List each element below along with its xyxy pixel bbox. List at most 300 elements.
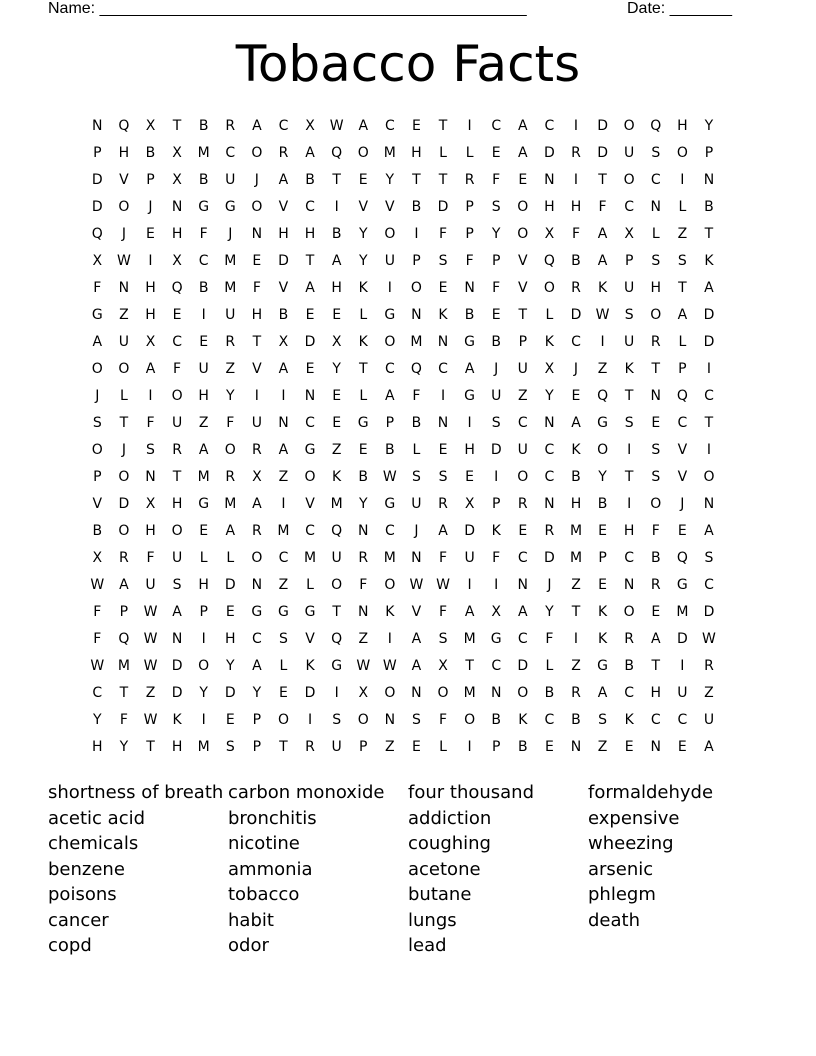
grid-letter[interactable]: N [703,171,715,188]
grid-letter[interactable]: Y [225,387,235,404]
grid-letter[interactable]: F [173,360,182,377]
grid-letter[interactable]: C [704,387,714,404]
grid-letter[interactable]: B [597,495,608,512]
grid-letter[interactable]: F [93,279,102,296]
grid-letter[interactable]: A [704,279,714,296]
grid-letter[interactable]: K [624,360,634,377]
grid-letter[interactable]: A [92,333,103,350]
grid-letter[interactable]: F [199,225,208,242]
grid-letter[interactable]: D [544,144,555,161]
grid-letter[interactable]: C [517,414,528,431]
grid-letter[interactable]: A [119,576,129,593]
grid-letter[interactable]: N [650,387,661,404]
grid-letter[interactable]: O [517,468,529,485]
grid-letter[interactable]: C [491,117,502,134]
grid-letter[interactable]: B [544,684,555,701]
grid-letter[interactable]: A [358,117,369,134]
grid-letter[interactable]: M [197,144,210,161]
grid-letter[interactable]: A [518,144,528,161]
grid-letter[interactable]: I [467,738,472,755]
grid-letter[interactable]: I [201,306,206,323]
grid-letter[interactable]: O [198,657,210,674]
grid-letter[interactable]: F [492,549,501,566]
grid-letter[interactable]: O [251,144,263,161]
grid-letter[interactable]: S [651,441,661,458]
grid-letter[interactable]: S [677,252,687,269]
grid-letter[interactable]: I [201,711,206,728]
grid-letter[interactable]: R [650,333,661,350]
grid-letter[interactable]: X [172,252,182,269]
grid-letter[interactable]: A [385,387,395,404]
grid-letter[interactable]: O [623,603,635,620]
grid-letter[interactable]: S [438,252,448,269]
grid-letter[interactable]: S [598,711,608,728]
grid-letter[interactable]: M [383,144,396,161]
grid-letter[interactable]: D [171,657,183,674]
grid-letter[interactable]: H [544,198,555,215]
grid-letter[interactable]: B [198,117,209,134]
grid-letter[interactable]: C [704,576,714,593]
grid-letter[interactable]: U [517,360,528,377]
grid-letter[interactable]: T [279,738,288,755]
grid-letter[interactable]: Z [119,306,129,323]
grid-letter[interactable]: X [145,117,156,134]
grid-letter[interactable]: E [146,225,155,242]
grid-letter[interactable]: F [465,252,474,269]
grid-letter[interactable]: Y [385,171,395,188]
grid-letter[interactable]: L [226,549,235,566]
grid-letter[interactable]: O [543,279,555,296]
grid-letter[interactable]: Q [331,630,343,647]
grid-letter[interactable]: P [359,738,368,755]
grid-letter[interactable]: X [331,333,342,350]
grid-letter[interactable]: M [197,468,210,485]
grid-letter[interactable]: B [571,711,581,728]
grid-letter[interactable]: S [172,576,182,593]
grid-letter[interactable]: P [252,711,262,728]
grid-letter[interactable]: T [332,603,341,620]
grid-letter[interactable]: A [704,738,714,755]
grid-letter[interactable]: O [517,684,529,701]
grid-letter[interactable]: H [677,117,688,134]
grid-letter[interactable]: N [171,630,183,647]
grid-letter[interactable]: H [171,738,183,755]
grid-letter[interactable]: T [172,117,182,134]
grid-letter[interactable]: N [544,495,555,512]
grid-letter[interactable]: Z [704,684,714,701]
grid-letter[interactable]: S [332,711,342,728]
grid-letter[interactable]: D [597,144,608,161]
grid-letter[interactable]: Z [597,360,608,377]
grid-letter[interactable]: L [279,657,288,674]
grid-letter[interactable]: N [118,279,130,296]
grid-letter[interactable]: T [119,684,129,701]
grid-letter[interactable]: I [494,468,499,485]
grid-letter[interactable]: Z [571,657,581,674]
grid-letter[interactable]: G [676,576,688,593]
grid-letter[interactable]: X [464,495,475,512]
grid-letter[interactable]: S [624,414,634,431]
grid-letter[interactable]: Y [252,684,262,701]
grid-letter[interactable]: F [146,549,155,566]
grid-letter[interactable]: L [412,441,421,458]
grid-letter[interactable]: V [518,252,528,269]
grid-letter[interactable]: H [650,684,662,701]
grid-letter[interactable]: E [411,738,421,755]
grid-letter[interactable]: C [225,144,236,161]
grid-letter[interactable]: M [304,549,317,566]
grid-letter[interactable]: K [518,711,528,728]
grid-letter[interactable]: G [597,414,608,431]
grid-letter[interactable]: A [411,657,422,674]
grid-letter[interactable]: O [304,468,316,485]
grid-letter[interactable]: W [143,711,158,728]
grid-letter[interactable]: K [358,333,368,350]
grid-letter[interactable]: B [704,198,714,215]
grid-letter[interactable]: T [598,171,607,188]
grid-letter[interactable]: H [118,144,130,161]
grid-letter[interactable]: D [490,441,502,458]
grid-letter[interactable]: V [278,198,289,215]
grid-letter[interactable]: U [411,495,422,512]
grid-letter[interactable]: I [627,495,632,512]
grid-letter[interactable]: K [172,711,182,728]
grid-letter[interactable]: C [517,630,528,647]
grid-letter[interactable]: L [199,549,208,566]
grid-letter[interactable]: J [573,360,579,377]
grid-letter[interactable]: I [281,387,286,404]
grid-letter[interactable]: E [199,333,209,350]
grid-letter[interactable]: I [334,198,339,215]
grid-letter[interactable]: Q [676,549,688,566]
grid-letter[interactable]: K [704,252,714,269]
grid-letter[interactable]: E [598,576,607,593]
grid-letter[interactable]: C [624,549,635,566]
grid-letter[interactable]: E [279,684,288,701]
grid-letter[interactable]: G [331,657,343,674]
grid-letter[interactable]: X [172,171,182,188]
grid-letter[interactable]: C [650,171,661,188]
grid-letter[interactable]: T [465,657,474,674]
grid-letter[interactable]: N [570,738,582,755]
grid-letter[interactable]: X [92,549,103,566]
grid-letter[interactable]: Q [118,117,130,134]
grid-letter[interactable]: U [171,414,183,431]
grid-letter[interactable]: H [198,387,209,404]
grid-letter[interactable]: Q [331,522,343,539]
grid-letter[interactable]: A [650,630,661,647]
grid-letter[interactable]: E [438,279,448,296]
grid-letter[interactable]: N [464,279,475,296]
grid-letter[interactable]: U [624,279,635,296]
grid-letter[interactable]: N [650,198,661,215]
grid-letter[interactable]: S [146,441,155,458]
grid-letter[interactable]: M [117,657,130,674]
grid-letter[interactable]: W [329,117,344,134]
grid-letter[interactable]: I [573,171,579,188]
grid-letter[interactable]: E [518,171,528,188]
grid-letter[interactable]: A [571,414,581,431]
grid-letter[interactable]: C [438,360,448,377]
grid-letter[interactable]: C [198,252,209,269]
grid-letter[interactable]: J [95,387,100,404]
grid-letter[interactable]: E [491,144,501,161]
grid-letter[interactable]: W [116,252,131,269]
grid-letter[interactable]: U [624,144,635,161]
grid-letter[interactable]: W [143,603,158,620]
grid-letter[interactable]: C [677,414,688,431]
grid-letter[interactable]: E [332,387,342,404]
grid-letter[interactable]: B [491,333,501,350]
grid-letter[interactable]: G [251,603,263,620]
grid-letter[interactable]: S [651,468,661,485]
grid-letter[interactable]: V [278,279,289,296]
grid-letter[interactable]: L [359,387,368,404]
grid-letter[interactable]: I [494,576,499,593]
grid-letter[interactable]: F [252,279,261,296]
grid-letter[interactable]: D [91,198,103,215]
grid-letter[interactable]: Z [278,576,289,593]
grid-letter[interactable]: C [624,684,635,701]
grid-letter[interactable]: V [385,198,395,215]
date-field-label[interactable]: Date: _______ [627,0,732,17]
grid-letter[interactable]: U [225,171,236,188]
grid-letter[interactable]: C [650,711,661,728]
grid-letter[interactable]: A [252,495,262,512]
grid-letter[interactable]: O [384,333,396,350]
grid-letter[interactable]: F [598,198,607,215]
grid-letter[interactable]: D [676,630,688,647]
grid-letter[interactable]: H [251,306,263,323]
grid-letter[interactable]: H [570,495,582,512]
grid-letter[interactable]: N [251,576,263,593]
grid-letter[interactable]: N [490,684,502,701]
grid-letter[interactable]: H [145,522,156,539]
grid-letter[interactable]: O [277,711,289,728]
grid-letter[interactable]: Y [225,657,235,674]
grid-letter[interactable]: A [252,117,262,134]
grid-letter[interactable]: N [304,387,316,404]
grid-letter[interactable]: J [228,225,233,242]
grid-letter[interactable]: X [145,495,156,512]
grid-letter[interactable]: I [573,117,579,134]
grid-letter[interactable]: B [145,144,156,161]
grid-letter[interactable]: P [704,144,714,161]
grid-letter[interactable]: D [278,252,289,269]
grid-letter[interactable]: G [357,414,369,431]
grid-letter[interactable]: F [492,279,501,296]
grid-letter[interactable]: X [358,684,369,701]
grid-letter[interactable]: H [171,225,183,242]
grid-letter[interactable]: C [384,360,395,377]
grid-letter[interactable]: Y [358,495,368,512]
grid-letter[interactable]: A [145,360,156,377]
grid-letter[interactable]: T [624,387,634,404]
grid-letter[interactable]: I [387,630,392,647]
grid-letter[interactable]: I [680,657,685,674]
grid-letter[interactable]: T [704,225,714,242]
grid-letter[interactable]: I [387,279,392,296]
grid-letter[interactable]: E [598,522,607,539]
grid-letter[interactable]: R [119,549,129,566]
grid-letter[interactable]: A [438,522,448,539]
grid-letter[interactable]: O [224,441,236,458]
grid-letter[interactable]: F [492,171,501,188]
grid-letter[interactable]: U [384,252,395,269]
grid-letter[interactable]: Y [358,225,368,242]
grid-letter[interactable]: R [544,522,555,539]
grid-letter[interactable]: G [198,198,210,215]
grid-letter[interactable]: P [93,144,102,161]
grid-letter[interactable]: F [438,711,448,728]
grid-letter[interactable]: F [438,225,448,242]
grid-letter[interactable]: F [146,414,155,431]
grid-letter[interactable]: A [198,441,209,458]
grid-letter[interactable]: W [382,468,397,485]
grid-letter[interactable]: W [702,630,716,647]
grid-letter[interactable]: O [171,387,183,404]
grid-letter[interactable]: W [90,657,105,674]
grid-letter[interactable]: A [597,225,608,242]
grid-letter[interactable]: C [544,468,555,485]
grid-letter[interactable]: T [146,738,155,755]
grid-letter[interactable]: D [91,171,103,188]
grid-letter[interactable]: X [544,225,555,242]
grid-letter[interactable]: R [305,738,315,755]
grid-letter[interactable]: T [252,333,262,350]
grid-letter[interactable]: L [306,576,314,593]
grid-letter[interactable]: T [438,117,448,134]
grid-letter[interactable]: T [704,414,714,431]
grid-letter[interactable]: W [356,657,371,674]
grid-letter[interactable]: O [384,576,396,593]
grid-letter[interactable]: K [624,711,634,728]
grid-letter[interactable]: J [121,441,126,458]
grid-letter[interactable]: L [545,306,554,323]
grid-letter[interactable]: N [357,603,369,620]
grid-letter[interactable]: Q [91,225,103,242]
grid-letter[interactable]: U [464,549,475,566]
grid-letter[interactable]: Z [518,387,528,404]
grid-letter[interactable]: A [597,252,608,269]
grid-letter[interactable]: O [384,225,396,242]
grid-letter[interactable]: B [571,468,581,485]
grid-letter[interactable]: H [145,279,156,296]
grid-letter[interactable]: M [569,549,583,566]
grid-letter[interactable]: C [384,117,395,134]
grid-letter[interactable]: R [571,279,581,296]
grid-letter[interactable]: O [171,522,183,539]
grid-letter[interactable]: O [517,198,529,215]
grid-letter[interactable]: Z [198,414,209,431]
grid-letter[interactable]: P [491,252,501,269]
grid-letter[interactable]: O [384,684,396,701]
grid-letter[interactable]: L [119,387,128,404]
grid-letter[interactable]: G [91,306,103,323]
grid-letter[interactable]: A [305,279,315,296]
grid-letter[interactable]: A [278,360,289,377]
grid-letter[interactable]: R [251,441,262,458]
grid-letter[interactable]: Z [571,576,581,593]
grid-letter[interactable]: S [438,468,448,485]
grid-letter[interactable]: R [358,549,369,566]
grid-letter[interactable]: B [491,711,501,728]
grid-letter[interactable]: C [305,198,315,215]
grid-letter[interactable]: V [358,198,369,215]
grid-letter[interactable]: A [278,441,289,458]
grid-letter[interactable]: L [359,306,368,323]
grid-letter[interactable]: S [92,414,102,431]
grid-letter[interactable]: P [678,360,687,377]
grid-letter[interactable]: F [119,711,128,728]
grid-letter[interactable]: E [358,171,368,188]
grid-letter[interactable]: D [304,333,316,350]
grid-letter[interactable]: A [252,657,262,674]
grid-letter[interactable]: V [305,495,315,512]
grid-letter[interactable]: X [145,333,156,350]
grid-letter[interactable]: I [706,360,712,377]
grid-letter[interactable]: B [385,441,395,458]
grid-letter[interactable]: W [382,657,397,674]
grid-letter[interactable]: O [91,360,103,377]
grid-letter[interactable]: U [517,441,528,458]
grid-letter[interactable]: N [623,576,635,593]
grid-letter[interactable]: F [412,387,421,404]
grid-letter[interactable]: N [92,117,103,134]
grid-letter[interactable]: W [436,576,450,593]
grid-letter[interactable]: Z [225,360,236,377]
grid-letter[interactable]: C [517,549,528,566]
grid-letter[interactable]: M [463,684,476,701]
grid-letter[interactable]: S [624,306,634,323]
grid-letter[interactable]: P [146,171,155,188]
grid-letter[interactable]: O [464,711,476,728]
grid-letter[interactable]: A [464,603,475,620]
grid-letter[interactable]: C [305,414,315,431]
grid-letter[interactable]: X [92,252,103,269]
grid-letter[interactable]: K [597,630,608,647]
grid-letter[interactable]: X [172,144,182,161]
grid-letter[interactable]: Y [545,387,554,404]
grid-letter[interactable]: N [357,522,369,539]
grid-letter[interactable]: H [623,522,635,539]
grid-letter[interactable]: Y [119,738,129,755]
grid-letter[interactable]: R [251,522,262,539]
grid-letter[interactable]: J [494,360,499,377]
grid-letter[interactable]: A [172,603,182,620]
grid-letter[interactable]: N [437,414,449,431]
grid-letter[interactable]: U [171,549,183,566]
grid-letter[interactable]: U [331,738,342,755]
grid-letter[interactable]: R [225,117,236,134]
grid-letter[interactable]: Q [118,630,130,647]
grid-letter[interactable]: A [677,306,688,323]
grid-letter[interactable]: U [251,414,262,431]
grid-letter[interactable]: G [384,495,396,512]
grid-letter[interactable]: Y [491,225,501,242]
grid-letter[interactable]: U [677,684,688,701]
grid-letter[interactable]: M [224,495,237,512]
grid-letter[interactable]: L [439,144,447,161]
grid-letter[interactable]: O [251,549,263,566]
grid-letter[interactable]: E [651,603,661,620]
grid-letter[interactable]: E [438,441,448,458]
grid-letter[interactable]: G [304,603,316,620]
grid-letter[interactable]: D [597,117,608,134]
grid-letter[interactable]: R [624,630,635,647]
grid-letter[interactable]: G [198,495,210,512]
grid-letter[interactable]: I [440,387,446,404]
